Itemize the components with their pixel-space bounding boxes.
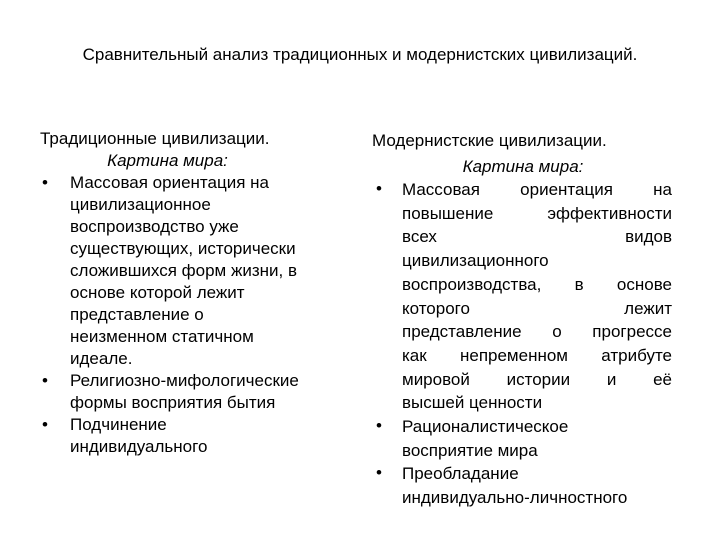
list-item [372,462,674,509]
bullet-icon: • [42,415,48,434]
list-item-text [402,178,674,415]
bullet-icon: • [376,416,382,436]
text-line: воспроизводство уже [70,217,239,236]
list-item [40,370,345,414]
list-item-text [70,370,345,414]
text-line: цивилизационного [402,251,549,271]
list-item [372,415,674,462]
text-line: основе которой лежит [70,283,245,302]
bullet-icon: • [376,463,382,483]
text-line: Подчинение [70,415,167,434]
modernist-column [372,130,674,510]
list-item-text [402,462,674,509]
text-line: как непременном атрибуте [402,345,672,365]
traditional-subheading: Картина мира: [107,151,228,170]
list-item [372,178,674,415]
text-line: Массовая ориентация на [402,180,672,199]
text-line: мировой истории и её [402,369,672,389]
text-line: Религиозно-мифологические [70,371,299,390]
text-line: идеале. [70,349,133,368]
text-line: Массовая ориентация на [70,173,269,192]
traditional-column [40,128,345,458]
modernist-subheading: Картина мира: [462,157,584,176]
text-line: всех видов [402,227,672,247]
bullet-icon: • [42,371,48,390]
text-line: представление о [70,305,204,324]
text-line: цивилизационное [70,195,211,214]
modernist-heading: Модернистские цивилизации. [372,131,607,150]
text-line: Рационалистическое [402,417,569,437]
text-line: воспроизводства, в основе [402,274,672,294]
list-item-text [70,414,345,458]
bullet-icon: • [376,179,382,198]
text-line: существующих, исторически [70,239,296,258]
list-item-text [70,172,345,370]
text-line: восприятие мира [402,440,538,460]
traditional-heading: Традиционные цивилизации. [40,129,270,148]
text-line: неизменном статичном [70,327,254,346]
modernist-list [372,178,674,510]
list-item [40,414,345,458]
list-item [40,172,345,370]
bullet-icon: • [42,173,48,192]
text-line: Преобладание [402,464,519,484]
text-line: высшей ценности [402,393,543,413]
text-line: сложившихся форм жизни, в [70,261,297,280]
text-line: которого лежит [402,298,672,318]
text-line: повышение эффективности [402,203,672,223]
text-line: индивидуально-личностного [402,488,628,508]
slide-title: Сравнительный анализ традиционных и модернистских цивилизаций. [82,45,638,64]
text-line: индивидуального [70,437,208,456]
list-item-text [402,415,674,462]
text-line: представление о прогрессе [402,322,672,342]
traditional-list [40,172,345,458]
text-line: формы восприятия бытия [70,393,276,412]
